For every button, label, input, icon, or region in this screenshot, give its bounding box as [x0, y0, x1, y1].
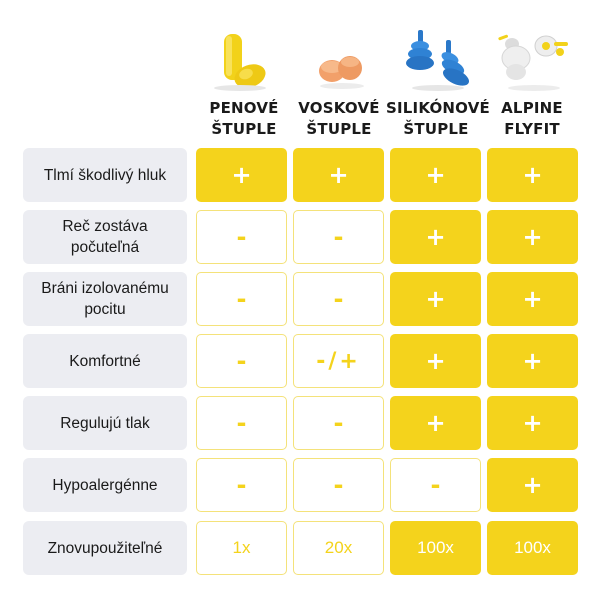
- table-cell: -: [196, 458, 287, 512]
- table-cell: +: [390, 334, 481, 388]
- table-cell: +: [487, 148, 578, 202]
- table-cell: -: [293, 458, 384, 512]
- row-label: Komfortné: [23, 334, 187, 388]
- table-cell: -: [196, 334, 287, 388]
- table-cell: +: [196, 148, 287, 202]
- table-cell: -: [196, 272, 287, 326]
- table-cell: -: [293, 210, 384, 264]
- row-label: Bráni izolovanému pocitu: [23, 272, 187, 326]
- table-cell: +: [390, 396, 481, 450]
- table-cell: 100x: [487, 521, 578, 575]
- table-cell: +: [487, 334, 578, 388]
- row-label: Regulujú tlak: [23, 396, 187, 450]
- table-cell: -: [390, 458, 481, 512]
- table-cell: +: [487, 396, 578, 450]
- table-cell: +: [293, 148, 384, 202]
- row-label: Reč zostáva počuteľná: [23, 210, 187, 264]
- table-cell: +: [390, 148, 481, 202]
- table-cell: 1x: [196, 521, 287, 575]
- table-cell: -: [196, 396, 287, 450]
- row-label: Hypoalergénne: [23, 458, 187, 512]
- product-title-silicone: SILIKÓNOVÉ ŠTUPLE: [386, 99, 490, 138]
- table-cell: +: [487, 210, 578, 264]
- table-cell: -: [196, 210, 287, 264]
- row-label: Znovupoužiteľné: [23, 521, 187, 575]
- product-title-wax: VOSKOVÉ ŠTUPLE: [298, 99, 380, 138]
- product-title-foam: PENOVÉ ŠTUPLE: [209, 99, 279, 138]
- table-cell: 100x: [390, 521, 481, 575]
- table-cell: +: [487, 458, 578, 512]
- table-cell: +: [487, 272, 578, 326]
- product-title-alpine: ALPINE FLYFIT: [501, 99, 563, 138]
- row-label: Tlmí škodlivý hluk: [23, 148, 187, 202]
- table-cell: -/+: [293, 334, 384, 388]
- table-cell: +: [390, 272, 481, 326]
- table-cell: +: [390, 210, 481, 264]
- table-cell: -: [293, 396, 384, 450]
- table-cell: 20x: [293, 521, 384, 575]
- table-cell: -: [293, 272, 384, 326]
